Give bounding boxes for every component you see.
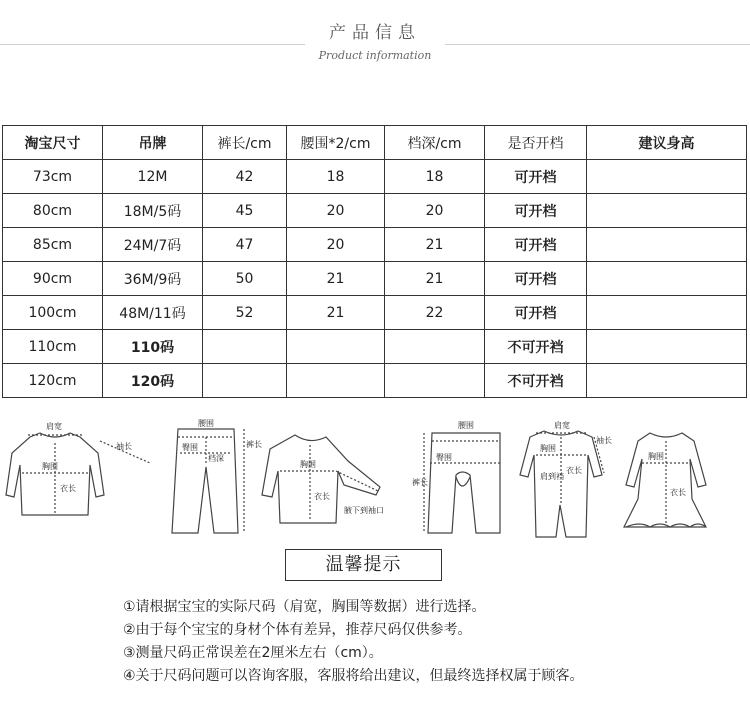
tips-list xyxy=(123,596,584,688)
romper-diagram xyxy=(520,431,604,537)
table-cell: 47 xyxy=(203,228,287,262)
size-table xyxy=(2,125,747,398)
table-cell: 24M/7码 xyxy=(103,228,203,262)
table-row xyxy=(3,194,747,228)
table-cell: 可开档 xyxy=(485,194,587,228)
table-cell: 不可开裆 xyxy=(485,364,587,398)
table-header-row xyxy=(3,126,747,160)
diagram-label: 衣长 xyxy=(566,466,582,475)
table-cell: 110cm xyxy=(3,330,103,364)
column-header: 档深/cm xyxy=(385,126,485,160)
table-cell: 18M/5码 xyxy=(103,194,203,228)
table-cell xyxy=(385,364,485,398)
column-header: 腰围*2/cm xyxy=(287,126,385,160)
table-cell: 45 xyxy=(203,194,287,228)
table-cell: 80cm xyxy=(3,194,103,228)
diagram-label: 腋下到袖口 xyxy=(344,506,384,515)
column-header: 是否开档 xyxy=(485,126,587,160)
table-cell xyxy=(587,194,747,228)
table-cell: 52 xyxy=(203,296,287,330)
diagram-label: 肩到裆 xyxy=(540,472,564,481)
table-cell xyxy=(203,330,287,364)
table-cell: 36M/9码 xyxy=(103,262,203,296)
diagram-label: 档深 xyxy=(208,454,224,463)
title-divider-left xyxy=(0,44,305,45)
table-cell: 可开档 xyxy=(485,262,587,296)
table-cell: 可开档 xyxy=(485,296,587,330)
table-row xyxy=(3,364,747,398)
table-row xyxy=(3,228,747,262)
garment-measurement-diagrams xyxy=(0,415,750,545)
diagram-label: 腰围 xyxy=(198,419,214,428)
table-cell: 21 xyxy=(385,262,485,296)
table-cell xyxy=(287,330,385,364)
tip-item: ②由于每个宝宝的身材个体有差异，推荐尺码仅供参考。 xyxy=(123,622,472,638)
table-row xyxy=(3,296,747,330)
table-cell: 22 xyxy=(385,296,485,330)
diagram-label: 袖长 xyxy=(116,442,132,451)
table-cell: 20 xyxy=(385,194,485,228)
table-cell: 73cm xyxy=(3,160,103,194)
column-header: 建议身高 xyxy=(587,126,747,160)
tips-title: 温馨提示 xyxy=(285,549,442,581)
table-cell: 不可开裆 xyxy=(485,330,587,364)
table-cell: 18 xyxy=(287,160,385,194)
table-cell: 20 xyxy=(287,194,385,228)
table-cell xyxy=(587,160,747,194)
table-cell: 100cm xyxy=(3,296,103,330)
table-cell: 110码 xyxy=(103,330,203,364)
table-cell: 48M/11码 xyxy=(103,296,203,330)
table-row xyxy=(3,160,747,194)
diagram-label: 胸围 xyxy=(648,452,664,461)
diagram-label: 衣长 xyxy=(670,488,686,497)
diagram-label: 肩宽 xyxy=(46,422,62,431)
diagram-label: 胸围 xyxy=(42,462,58,471)
table-cell: 12M xyxy=(103,160,203,194)
diagram-label: 胸围 xyxy=(300,460,316,469)
table-cell xyxy=(287,364,385,398)
diagram-label: 衣长 xyxy=(60,484,76,493)
table-cell: 21 xyxy=(287,262,385,296)
tip-item: ①请根据宝宝的实际尺码（肩宽，胸围等数据）进行选择。 xyxy=(123,599,486,615)
diagram-label: 肩宽 xyxy=(554,421,570,430)
diagram-label: 裤长 xyxy=(412,478,428,487)
table-cell xyxy=(587,330,747,364)
column-header: 裤长/cm xyxy=(203,126,287,160)
page-subtitle: Product information xyxy=(318,49,432,62)
dress-diagram xyxy=(624,433,706,527)
diagram-label: 衣长 xyxy=(314,492,330,501)
table-cell xyxy=(203,364,287,398)
table-cell xyxy=(587,262,747,296)
table-cell: 120cm xyxy=(3,364,103,398)
column-header: 吊牌 xyxy=(103,126,203,160)
table-cell xyxy=(587,228,747,262)
table-cell xyxy=(587,364,747,398)
diagram-label: 臀围 xyxy=(182,443,198,452)
title-divider-right xyxy=(445,44,750,45)
diagram-label: 裤长 xyxy=(246,440,262,449)
table-cell: 85cm xyxy=(3,228,103,262)
column-header: 淘宝尺寸 xyxy=(3,126,103,160)
table-row xyxy=(3,262,747,296)
table-cell: 42 xyxy=(203,160,287,194)
table-cell: 90cm xyxy=(3,262,103,296)
table-cell: 21 xyxy=(287,296,385,330)
diagram-label: 胸围 xyxy=(540,444,556,453)
table-cell: 50 xyxy=(203,262,287,296)
page-title: 产品信息 xyxy=(329,23,421,43)
diagram-label: 臀围 xyxy=(436,453,452,462)
tip-item: ③测量尺码正常误差在2厘米左右（cm）。 xyxy=(123,645,383,661)
table-row xyxy=(3,330,747,364)
table-cell xyxy=(587,296,747,330)
table-cell: 可开档 xyxy=(485,228,587,262)
table-cell xyxy=(385,330,485,364)
tip-item: ④关于尺码问题可以咨询客服，客服将给出建议，但最终选择权属于顾客。 xyxy=(123,668,584,684)
table-cell: 18 xyxy=(385,160,485,194)
diagram-label: 腰围 xyxy=(458,421,474,430)
open-crotch-pants-diagram xyxy=(424,433,500,533)
table-cell: 可开档 xyxy=(485,160,587,194)
table-cell: 21 xyxy=(385,228,485,262)
table-cell: 120码 xyxy=(103,364,203,398)
table-cell: 20 xyxy=(287,228,385,262)
diagram-label: 袖长 xyxy=(596,436,612,445)
